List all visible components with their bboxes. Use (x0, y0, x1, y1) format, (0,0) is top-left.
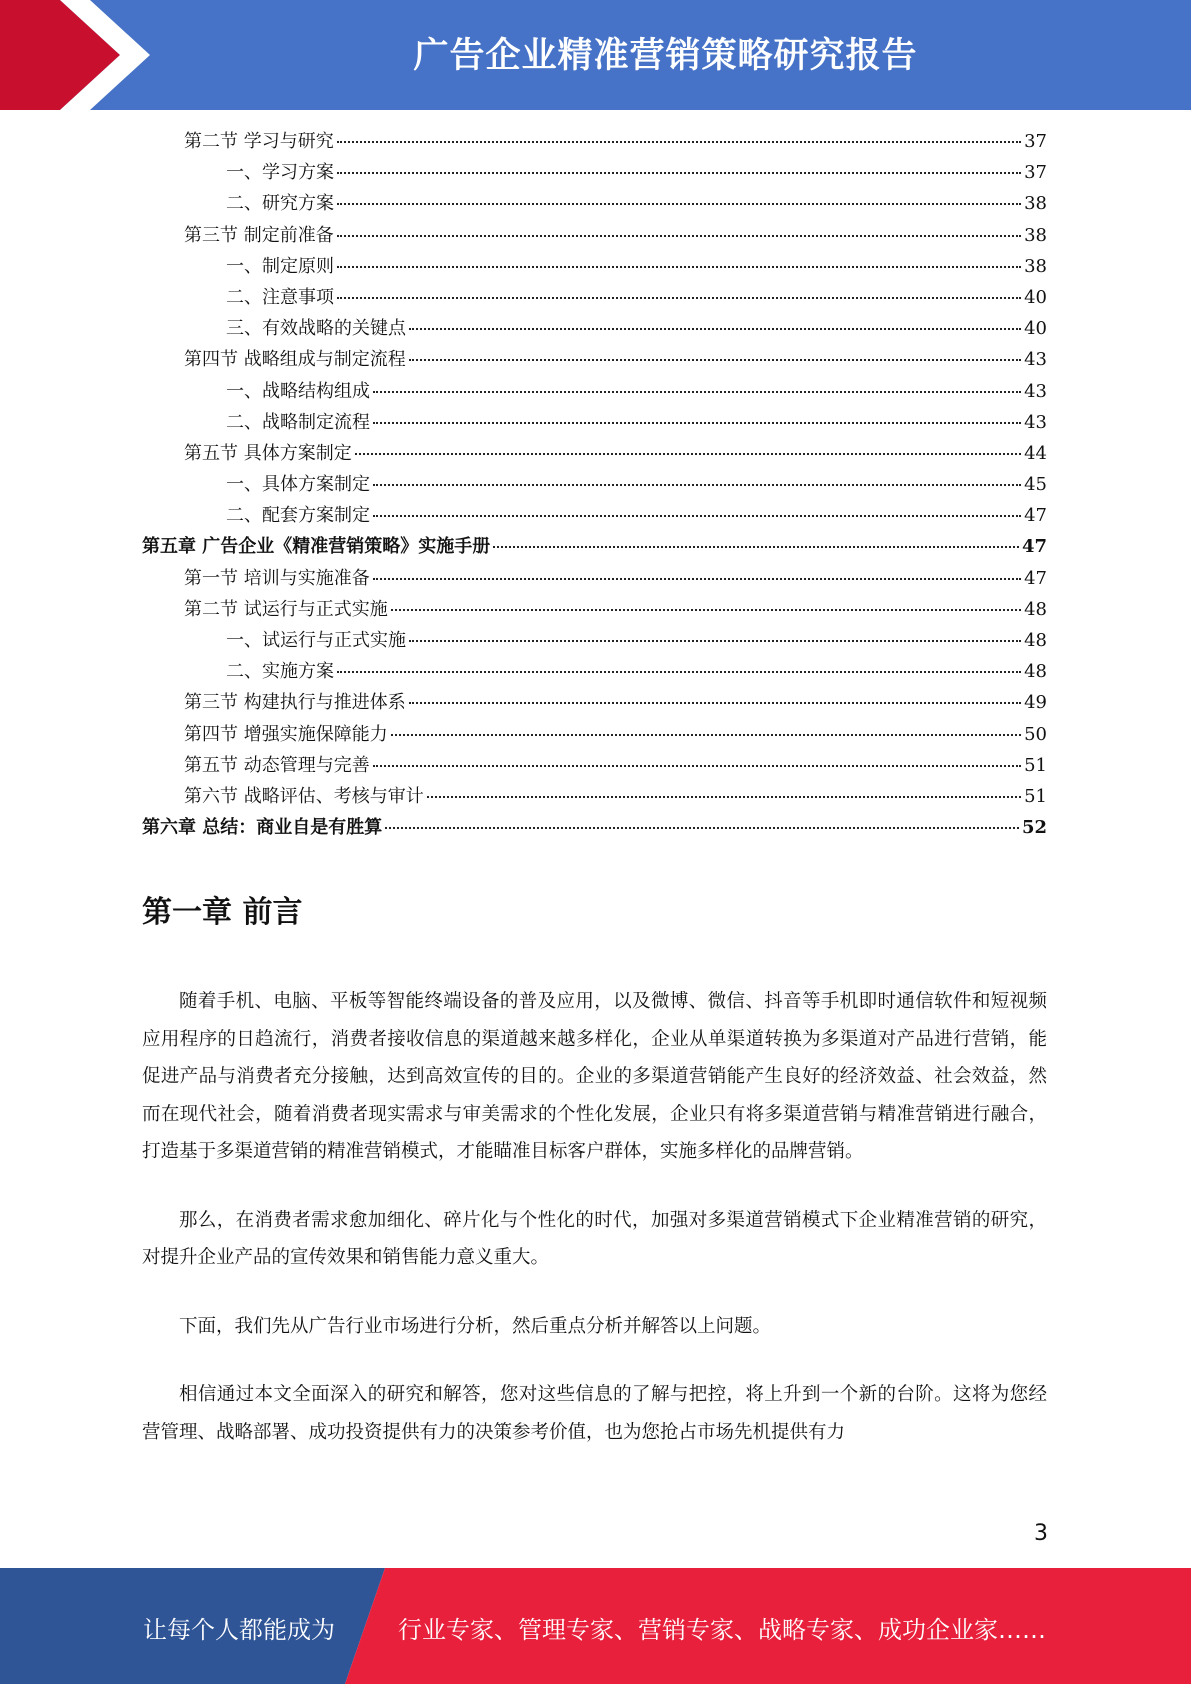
toc-entry[interactable] (142, 283, 1047, 314)
toc-entry-page: 48 (1024, 598, 1047, 620)
toc-entry[interactable] (142, 813, 1047, 844)
toc-entry-title: 二、注意事项 (226, 286, 334, 308)
toc-entry-title: 第二节 试运行与正式实施 (184, 598, 388, 620)
toc-entry[interactable] (142, 564, 1047, 595)
toc-dot-leader (409, 328, 1021, 330)
body-paragraph: 随着手机、电脑、平板等智能终端设备的普及应用，以及微博、微信、抖音等手机即时通信软件和短视频应用程序的日趋流行，消费者接收信息的渠道越来越多样化，企业从单渠道转换为多渠道对产品进行营销，能促进产品与消费者充分接触，达到高效宣传的目的。企业的多渠道营销能产生良好的经济效益、社会效益，然而在现代社会，随着消费者现实需求与审美需求的个性化发展，企业只有将多渠道营销与精准营销进行融合，打造基于多渠道营销的精准营销模式，才能瞄准目标客户群体，实施多样化的品牌营销。 (142, 991, 1047, 1162)
toc-entry-page: 49 (1024, 692, 1047, 714)
toc-entry-page: 40 (1024, 286, 1047, 308)
toc-dot-leader (373, 391, 1021, 393)
toc-entry[interactable] (142, 595, 1047, 626)
toc-entry-title: 一、具体方案制定 (226, 474, 370, 496)
toc-entry-page: 43 (1024, 349, 1047, 371)
toc-entry-title: 第四节 增强实施保障能力 (184, 723, 388, 745)
body-paragraph: 相信通过本文全面深入的研究和解答，您对这些信息的了解与把控，将上升到一个新的台阶。这将为您经营管理、战略部署、成功投资提供有力的决策参考价值，也为您抢占市场先机提供有力 (142, 1384, 1047, 1443)
toc-entry-page: 37 (1024, 131, 1047, 152)
toc-entry-page: 37 (1024, 162, 1047, 184)
body-paragraph: 下面，我们先从广告行业市场进行分析，然后重点分析并解答以上问题。 (179, 1315, 772, 1337)
toc-entry-title: 三、有效战略的关键点 (226, 318, 406, 340)
toc-entry-page: 47 (1024, 505, 1047, 527)
page-header (0, 0, 1191, 110)
toc-entry[interactable] (142, 127, 1047, 158)
toc-entry-page: 47 (1024, 567, 1047, 589)
toc-entry-title: 二、实施方案 (226, 661, 334, 683)
toc-entry-page: 51 (1024, 754, 1047, 776)
toc-dot-leader (409, 702, 1021, 704)
toc-entry-title: 一、战略结构组成 (226, 380, 370, 402)
toc-entry-title: 一、试运行与正式实施 (226, 630, 406, 651)
toc-entry-title: 第一节 培训与实施准备 (184, 567, 370, 589)
toc-dot-leader (337, 203, 1021, 205)
toc-entry-title: 第三节 制定前准备 (184, 224, 334, 246)
toc-entry[interactable] (142, 626, 1047, 657)
toc-dot-leader (337, 297, 1021, 299)
toc-entry-page: 48 (1024, 661, 1047, 683)
toc-dot-leader (373, 578, 1021, 580)
toc-entry-title: 二、配套方案制定 (226, 505, 370, 527)
table-of-contents (142, 127, 1047, 844)
toc-entry[interactable] (142, 345, 1047, 376)
toc-entry-page: 38 (1024, 224, 1047, 246)
page-footer (0, 1568, 1191, 1684)
toc-dot-leader (337, 266, 1021, 268)
toc-dot-leader (373, 515, 1021, 517)
toc-dot-leader (391, 609, 1021, 611)
toc-entry-title: 第三节 构建执行与推进体系 (184, 692, 406, 714)
toc-entry[interactable] (142, 532, 1047, 563)
toc-dot-leader (427, 796, 1021, 798)
toc-dot-leader (373, 484, 1021, 486)
toc-dot-leader (373, 765, 1021, 767)
toc-entry[interactable] (142, 782, 1047, 813)
toc-entry-page: 43 (1024, 411, 1047, 433)
toc-dot-leader (337, 172, 1021, 174)
toc-dot-leader (409, 359, 1021, 361)
toc-entry[interactable] (142, 221, 1047, 252)
toc-entry-page: 52 (1021, 817, 1047, 839)
toc-entry-title: 二、战略制定流程 (226, 411, 370, 433)
toc-dot-leader (385, 827, 1019, 829)
toc-entry-title: 第五章 广告企业《精准营销策略》实施手册 (142, 536, 491, 558)
chapter-heading: 第一章 前言 (142, 895, 303, 930)
toc-entry-page: 45 (1024, 474, 1047, 496)
toc-entry-page: 47 (1021, 536, 1047, 558)
toc-entry-page: 48 (1024, 630, 1047, 651)
toc-dot-leader (355, 453, 1021, 455)
toc-entry[interactable] (142, 377, 1047, 408)
toc-entry-page: 38 (1024, 193, 1047, 215)
toc-entry-title: 二、研究方案 (226, 193, 334, 215)
toc-dot-leader (493, 546, 1019, 548)
toc-entry[interactable] (142, 688, 1047, 719)
toc-entry-page: 44 (1024, 442, 1047, 464)
toc-entry[interactable] (142, 314, 1047, 345)
toc-entry-title: 第五节 具体方案制定 (184, 442, 352, 464)
toc-entry[interactable] (142, 252, 1047, 283)
footer-slogan-left: 让每个人都能成为 (143, 1616, 335, 1644)
toc-entry[interactable] (142, 158, 1047, 189)
toc-entry-title: 一、学习方案 (226, 162, 334, 184)
toc-dot-leader (337, 235, 1021, 237)
toc-dot-leader (391, 734, 1021, 736)
toc-entry[interactable] (142, 470, 1047, 501)
body-paragraph: 那么，在消费者需求愈加细化、碎片化与个性化的时代，加强对多渠道营销模式下企业精准营销的研究，对提升企业产品的宣传效果和销售能力意义重大。 (142, 1209, 1047, 1268)
toc-entry-title: 第六节 战略评估、考核与审计 (184, 785, 424, 807)
toc-entry-page: 43 (1024, 380, 1047, 402)
toc-entry[interactable] (142, 439, 1047, 470)
toc-dot-leader (337, 141, 1021, 143)
toc-entry[interactable] (142, 501, 1047, 532)
toc-entry-page: 51 (1024, 785, 1047, 807)
toc-entry-title: 一、制定原则 (226, 255, 334, 277)
toc-entry-page: 50 (1024, 723, 1047, 745)
toc-entry-title: 第五节 动态管理与完善 (184, 754, 370, 776)
page-number: 3 (1034, 1521, 1048, 1546)
footer-slogan-right: 行业专家、管理专家、营销专家、战略专家、成功企业家…… (398, 1616, 1046, 1644)
toc-entry[interactable] (142, 189, 1047, 220)
chapter-body (142, 983, 1047, 1482)
toc-entry-page: 38 (1024, 255, 1047, 277)
toc-entry-title: 第二节 学习与研究 (184, 131, 334, 152)
toc-dot-leader (409, 640, 1021, 642)
toc-entry[interactable] (142, 657, 1047, 688)
report-title: 广告企业精准营销策略研究报告 (413, 36, 918, 76)
toc-entry[interactable] (142, 751, 1047, 782)
toc-dot-leader (337, 671, 1021, 673)
toc-entry-page: 40 (1024, 318, 1047, 340)
toc-dot-leader (373, 422, 1021, 424)
toc-entry[interactable] (142, 720, 1047, 751)
toc-entry-title: 第六章 总结：商业自是有胜算 (142, 817, 383, 839)
toc-entry[interactable] (142, 408, 1047, 439)
toc-entry-title: 第四节 战略组成与制定流程 (184, 349, 406, 371)
